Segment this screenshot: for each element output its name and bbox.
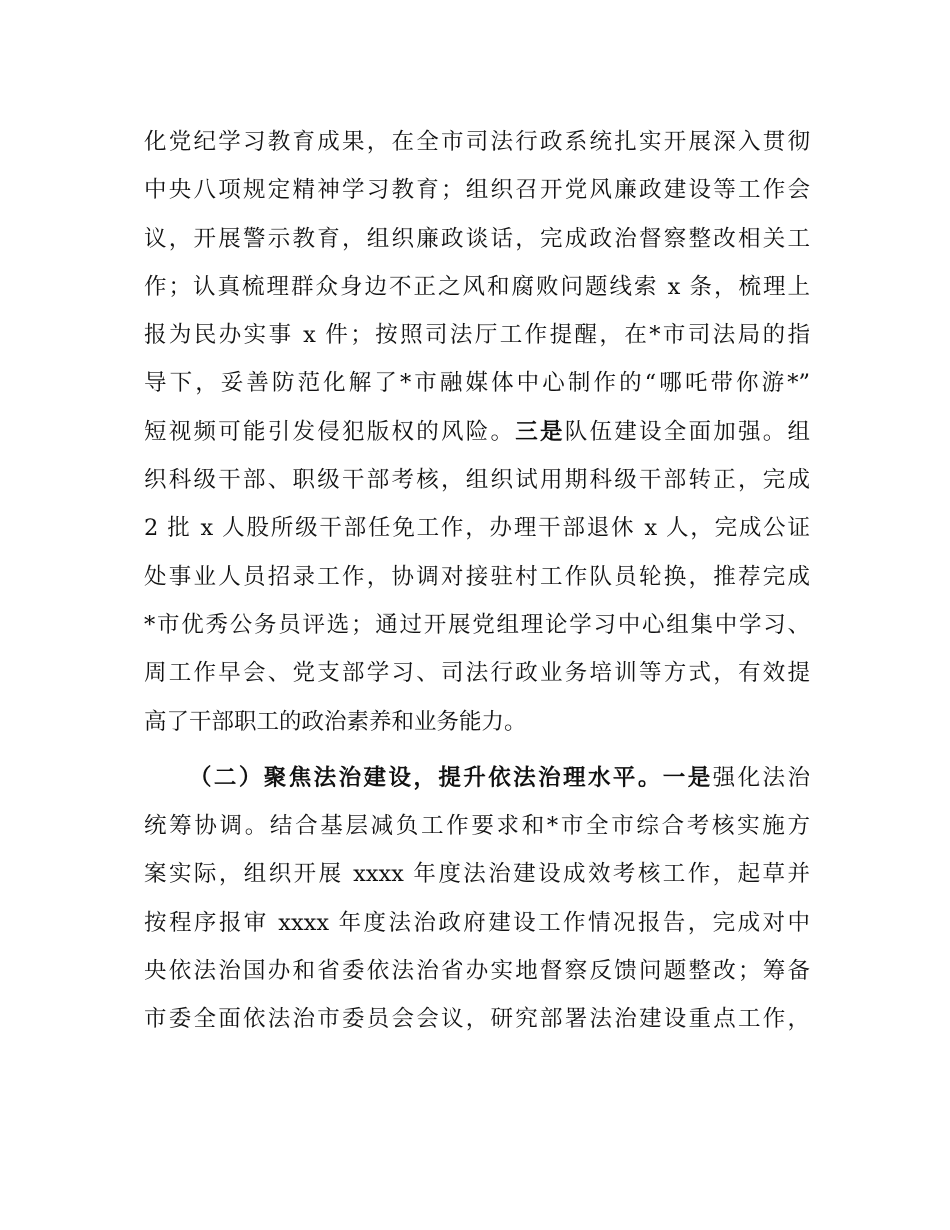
text-line: 按程序报审 xxxx 年度法治政府建设工作情况报告，完成对中	[144, 909, 810, 936]
text-line: 周工作早会、党支部学习、司法行政业务培训等方式，有效提	[144, 660, 810, 687]
text-line: 央依法治国办和省委依法治省办实地督察反馈问题整改；筹备	[144, 958, 810, 985]
text-line: 导下，妥善防范化解了*市融媒体中心制作的“哪吒带你游*”	[144, 370, 810, 397]
text-line: 2 批 x 人股所级干部任免工作，办理干部退休 x 人，完成公证	[144, 515, 810, 542]
paragraph-spacer	[144, 746, 810, 754]
paragraph-1	[144, 118, 810, 746]
section-heading-line	[144, 754, 810, 802]
text-line: 处事业人员招录工作，协调对接驻村工作队员轮换，推荐完成	[144, 563, 810, 590]
text-line: 市委全面依法治市委员会会议，研究部署法治建设重点工作，	[144, 1006, 810, 1033]
document-body	[144, 118, 810, 1044]
text-line: 报为民办实事 x 件；按照司法厅工作提醒，在*市司法局的指	[144, 322, 810, 349]
text-line: 议，开展警示教育，组织廉政谈话，完成政治督察整改相关工	[144, 225, 810, 252]
text-line-last: 高了干部职工的政治素养和业务能力。	[144, 708, 527, 735]
emphasis-marker: 一是	[662, 764, 713, 791]
text-run: 队伍建设全面加强。组	[564, 418, 810, 445]
text-line: 中央八项规定精神学习教育；组织召开党风廉政建设等工作会	[144, 177, 810, 204]
text-line	[144, 408, 810, 456]
text-run: 短视频可能引发侵犯版权的风险。	[144, 418, 516, 445]
text-line: *市优秀公务员评选；通过开展党组理论学习中心组集中学习、	[144, 611, 810, 638]
text-run: 强化法治	[712, 764, 810, 791]
text-line: 案实际，组织开展 xxxx 年度法治建设成效考核工作，起草并	[144, 861, 810, 888]
text-line: 织科级干部、职级干部考核，组织试用期科级干部转正，完成	[144, 467, 810, 494]
emphasis-marker: 三是	[515, 418, 565, 445]
section-heading: （二）聚焦法治建设，提升依法治理水平。	[189, 764, 663, 791]
paragraph-2	[144, 754, 810, 1044]
text-line: 化党纪学习教育成果，在全市司法行政系统扎实开展深入贯彻	[144, 129, 810, 155]
text-line: 作；认真梳理群众身边不正之风和腐败问题线索 x 条，梳理上	[144, 273, 810, 300]
text-line: 统筹协调。结合基层减负工作要求和*市全市综合考核实施方	[144, 813, 810, 840]
